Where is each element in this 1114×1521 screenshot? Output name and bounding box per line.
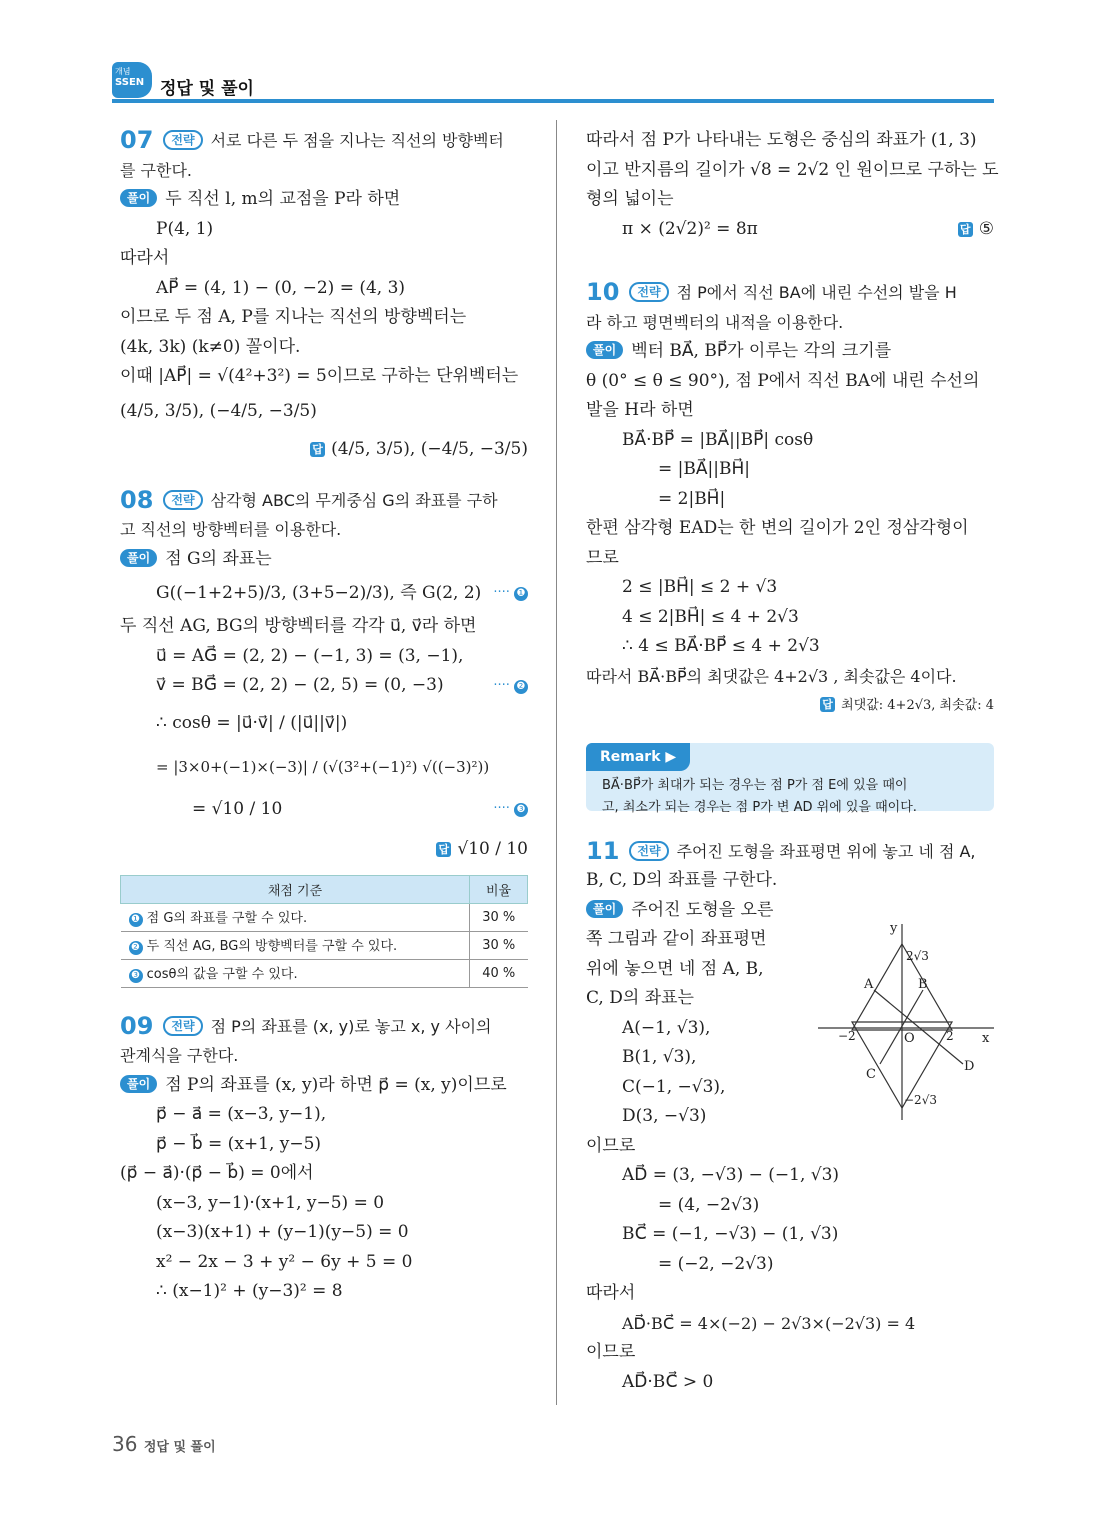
- row-pct: 40 %: [470, 959, 528, 987]
- solution-line: 위에 놓으면 네 점 A, B,: [586, 958, 764, 979]
- table-row: [121, 931, 528, 959]
- solution-line: AD⃗·BC⃗ > 0: [622, 1371, 714, 1392]
- solution-line: 한편 삼각형 EAD는 한 변의 길이가 2인 정삼각형이: [586, 518, 969, 538]
- solution-line: x² − 2x − 3 + y² − 6y + 5 = 0: [156, 1251, 413, 1272]
- solution-tag: 풀이: [120, 1075, 157, 1093]
- strategy-tag: 전략: [163, 130, 202, 150]
- answer-icon: 답: [310, 442, 325, 457]
- solution-line: 2 ≤ |BH⃗| ≤ 2 + √3: [622, 577, 778, 597]
- page-number: 36: [112, 1432, 138, 1456]
- solution-line: AD⃗·BC⃗ = 4×(−2) − 2√3×(−2√3) = 4: [622, 1313, 916, 1333]
- answer-icon: 답: [958, 222, 973, 237]
- solution-line: D(3, −√3): [622, 1106, 707, 1126]
- solution-line: = (−2, −2√3): [658, 1253, 774, 1274]
- row-text: 두 직선 AG, BG의 방향벡터를 구할 수 있다.: [146, 939, 398, 954]
- row-text: cosθ의 값을 구할 수 있다.: [146, 967, 298, 982]
- solution-line: 따라서: [120, 248, 170, 268]
- solution-line: 이므로: [586, 1342, 636, 1362]
- answer-text: √10 / 10: [457, 838, 528, 859]
- solution-line: (x−3, y−1)·(x+1, y−5) = 0: [156, 1192, 385, 1213]
- solution-line: 발을 H라 하면: [586, 400, 694, 420]
- solution-line: (4k, 3k) (k≠0) 꼴이다.: [120, 336, 301, 357]
- page-footer: [112, 1432, 216, 1456]
- solution-line: B(1, √3),: [622, 1047, 697, 1067]
- label-bottom: −2√3: [904, 1093, 937, 1107]
- solution-line: ∴ cosθ = |u⃗·v⃗| / (|u⃗||v⃗|): [156, 712, 348, 733]
- table-header: 채점 기준: [121, 875, 470, 903]
- answer-text: ⑤: [978, 218, 994, 239]
- problem-10-heading: 10 전략 점 P에서 직선 BA에 내린 수선의 발을 H: [586, 278, 957, 306]
- star-coordinate-figure: [818, 920, 996, 1120]
- solution-line: P(4, 1): [156, 218, 214, 239]
- solution-line: 따라서 BA⃗·BP⃗의 최댓값은 4+2√3 , 최솟값은 4이다.: [586, 666, 957, 686]
- label-a: A: [864, 977, 874, 992]
- problem-09-heading: 09 전략 점 P의 좌표를 (x, y)로 놓고 x, y 사이의: [120, 1011, 492, 1040]
- solution-line: 따라서: [586, 1283, 636, 1303]
- problem-number: 07: [120, 126, 154, 154]
- answer-text: (4/5, 3/5), (−4/5, −3/5): [331, 438, 528, 459]
- header-title: 정답 및 풀이: [160, 79, 254, 99]
- label-y: y: [890, 921, 898, 936]
- solution-line: = 2|BH⃗|: [658, 488, 726, 509]
- mark-icon: ❶: [129, 913, 143, 927]
- answer-text: 최댓값: 4+2√3, 최솟값: 4: [841, 698, 994, 713]
- solution-line: = (4, −2√3): [658, 1194, 760, 1215]
- solution-line: p⃗ − b⃗ = (x+1, y−5): [156, 1133, 322, 1154]
- problem-number: 11: [586, 836, 620, 865]
- solution-line: (4/5, 3/5), (−4/5, −3/5): [120, 400, 317, 421]
- row-text: 점 G의 좌표를 구할 수 있다.: [146, 911, 308, 926]
- problem-07-heading: 07 전략 서로 다른 두 점을 지나는 직선의 방향벡터: [120, 126, 504, 154]
- grading-table: [120, 875, 528, 988]
- solution-line: 형의 넓이는: [586, 189, 674, 209]
- solution-line: (x−3)(x+1) + (y−1)(y−5) = 0: [156, 1222, 409, 1242]
- solution-line: AD⃗ = (3, −√3) − (−1, √3): [622, 1165, 840, 1185]
- solution-tag: 풀이: [120, 549, 157, 567]
- solution-line: BC⃗ = (−1, −√3) − (1, √3): [622, 1224, 839, 1244]
- solution-line: (p⃗ − a⃗)·(p⃗ − b⃗) = 0에서: [120, 1163, 314, 1183]
- solution-line: A(−1, √3),: [622, 1017, 711, 1038]
- solution-line: BA⃗·BP⃗ = |BA⃗||BP⃗| cosθ: [622, 429, 814, 450]
- solution-line: 4 ≤ 2|BH⃗| ≤ 4 + 2√3: [622, 606, 799, 627]
- header-rule: [112, 99, 994, 103]
- right-column: [586, 126, 999, 1397]
- label-left: −2: [838, 1029, 856, 1043]
- strategy-text: B, C, D의 좌표를 구한다.: [586, 870, 778, 890]
- solution-line: v⃗ = BG⃗ = (2, 2) − (2, 5) = (0, −3): [156, 675, 444, 695]
- solution-line: 주어진 도형을 오른: [631, 899, 774, 920]
- remark-tag: Remark ▶: [586, 743, 690, 771]
- solution-line: 두 직선 l, m의 교점을 P라 하면: [165, 189, 401, 209]
- solution-line: C(−1, −√3),: [622, 1076, 726, 1097]
- solution-line: = |BA⃗||BH⃗|: [658, 459, 750, 479]
- problem-number: 08: [120, 485, 154, 514]
- solution-line: 점 G의 좌표는: [165, 548, 272, 569]
- strategy-text: 라 하고 평면벡터의 내적을 이용한다.: [586, 312, 844, 332]
- solution-tag: 풀이: [586, 900, 623, 918]
- solution-line: G((−1+2+5)/3, (3+5−2)/3), 즉 G(2, 2): [156, 583, 482, 603]
- footer-label: 정답 및 풀이: [143, 1440, 216, 1455]
- strategy-text: 고 직선의 방향벡터를 이용한다.: [120, 520, 342, 539]
- solution-line: 점 P의 좌표를 (x, y)라 하면 p⃗ = (x, y)이므로: [165, 1074, 507, 1095]
- table-header: 비율: [470, 875, 528, 903]
- solution-line: 두 직선 AG, BG의 방향벡터를 각각 u⃗, v⃗라 하면: [120, 616, 477, 636]
- left-column: 07 전략 서로 다른 두 점을 지나는 직선의 방향벡터 를 구한다. 풀이 두 직선 l, m의 교점을 P라 하면 P(4, 1) 따라서 AP⃗ = (4, 1) − (0, −2) = (4, 3) 이므로 두 점 A, P를 지나는 직선의 방향벡터는 (4k, 3k) (k≠0) 꼴이다. 이때 |AP⃗| = √(4²+3²) = 5이므로 구하는 단위벡터는 (4/5, 3/5), (−4/5, −3/5) 답 (4/5, 3/5), (−4/5, −3/5) 08 전략 삼각형 ABC의 무게중심 G의 좌표를 구하 고 직선의 방향벡터를 이용한다. 풀이 점 G의 좌표는 G((−1+2+5)/3, (3+5−2)/3), 즉 G(2, 2) ···· ❶ 두 직선 AG, BG의 방향벡터를 각각 u⃗, v⃗라 하면 u⃗ = AG⃗ = (2, 2) − (−1, 3) = (3, −1), v⃗ = BG⃗ = (2, 2) − (2, 5) = (0, −3) ···· ❷ ∴ cosθ = |u⃗·v⃗| / (|u⃗||v⃗|) = |3×0+(−1)×(−3)| / (√(3²+(−1)²) √((−3)²)) = √10 / 10 ···· ❸ 답 √10 / 10 채점 기준 비율 ❶ 점 G의 좌표를 구할 수 있다. 30 % ❷ 두 직선 AG, BG의 방향벡터를 구할 수 있다. 30 % ❸ cosθ의 값을 구할 수 있다. 40 % 09 전략 점 P의 좌표를 (x, y)로 놓고 x, y 사이의 관계식을 구한다. 풀이 점 P의 좌표를 (x, y)라 하면 p⃗ = (x, y)이므로 p⃗ − a⃗ = (x−3, y−1), p⃗ − b⃗ = (x+1, y−5) (p⃗ − a⃗)·(p⃗ − b⃗) = 0에서 (x−3, y−1)·(x+1, y−5) = 0 (x−3)(x+1) + (y−1)(y−5) = 0 x² − 2x − 3 + y² − 6y + 5 = 0 ∴ (x−1)² + (y−3)² = 8: [120, 126, 528, 1307]
- strategy-text: 를 구한다.: [120, 160, 192, 180]
- solution-line: u⃗ = AG⃗ = (2, 2) − (−1, 3) = (3, −1),: [156, 645, 464, 666]
- solution-line: 이므로: [586, 1135, 636, 1156]
- problem-08-heading: 08 전략 삼각형 ABC의 무게중심 G의 좌표를 구하: [120, 485, 498, 514]
- answer-icon: 답: [436, 842, 451, 857]
- label-top: 2√3: [906, 949, 929, 963]
- mark-icon: ❷: [129, 941, 143, 955]
- strategy-tag: 전략: [163, 490, 202, 510]
- solution-tag: 풀이: [586, 341, 623, 359]
- table-row: [121, 903, 528, 931]
- mark-1: ❶: [514, 587, 528, 601]
- label-c: C: [866, 1067, 876, 1082]
- label-d: D: [964, 1059, 975, 1074]
- row-pct: 30 %: [470, 931, 528, 959]
- mark-2: ❷: [514, 680, 528, 694]
- solution-tag: 풀이: [120, 189, 157, 207]
- remark-line: BA⃗·BP⃗가 최대가 되는 경우는 점 P가 점 E에 있을 때이: [602, 777, 908, 793]
- solution-line: p⃗ − a⃗ = (x−3, y−1),: [156, 1104, 327, 1124]
- solution-line: 므로: [586, 547, 619, 568]
- label-right: 2: [946, 1029, 954, 1043]
- strategy-tag: 전략: [629, 282, 668, 302]
- column-divider: [556, 120, 557, 1405]
- solution-line: ∴ (x−1)² + (y−3)² = 8: [156, 1281, 343, 1301]
- solution-line: 이므로 두 점 A, P를 지나는 직선의 방향벡터는: [120, 307, 467, 327]
- solution-line: = |3×0+(−1)×(−3)| / (√(3²+(−1)²) √((−3)²)): [156, 757, 490, 776]
- remark-box: [586, 743, 994, 815]
- solution-line: 벡터 BA⃗, BP⃗가 이루는 각의 크기를: [631, 341, 892, 361]
- solution-line: θ (0° ≤ θ ≤ 90°), 점 P에서 직선 BA에 내린 수선의: [586, 370, 980, 391]
- label-x: x: [982, 1031, 990, 1046]
- table-row: [121, 959, 528, 987]
- solution-line: 이때 |AP⃗| = √(4²+3²) = 5이므로 구하는 단위벡터는: [120, 366, 519, 386]
- solution-line: C, D의 좌표는: [586, 988, 694, 1008]
- solution-line: 이고 반지름의 길이가 √8 = 2√2 인 원이므로 구하는 도: [586, 159, 999, 180]
- solution-line: ∴ 4 ≤ BA⃗·BP⃗ ≤ 4 + 2√3: [622, 636, 820, 656]
- remark-line: 고, 최소가 되는 경우는 점 P가 변 AD 위에 있을 때이다.: [602, 799, 917, 815]
- solution-line: AP⃗ = (4, 1) − (0, −2) = (4, 3): [156, 277, 406, 298]
- label-o: O: [904, 1031, 915, 1046]
- mark-3: ❸: [514, 803, 528, 817]
- problem-number: 09: [120, 1011, 154, 1040]
- label-b: B: [918, 977, 928, 992]
- brand-logo: 개념 SSEN: [112, 62, 152, 98]
- solution-line: π × (2√2)² = 8π: [622, 218, 758, 239]
- strategy-text: 관계식을 구한다.: [120, 1046, 239, 1065]
- strategy-tag: 전략: [163, 1016, 202, 1036]
- problem-number: 10: [586, 278, 620, 306]
- row-pct: 30 %: [470, 903, 528, 931]
- problem-11-heading: 11 전략 주어진 도형을 좌표평면 위에 놓고 네 점 A,: [586, 836, 976, 865]
- answer-icon: 답: [820, 697, 835, 712]
- solution-line: 따라서 점 P가 나타내는 도형은 중심의 좌표가 (1, 3): [586, 130, 977, 150]
- solution-line: = √10 / 10: [192, 798, 283, 819]
- solution-line: 쪽 그림과 같이 좌표평면: [586, 929, 767, 949]
- mark-icon: ❸: [129, 969, 143, 983]
- strategy-tag: 전략: [629, 841, 668, 861]
- page-header: [112, 58, 994, 104]
